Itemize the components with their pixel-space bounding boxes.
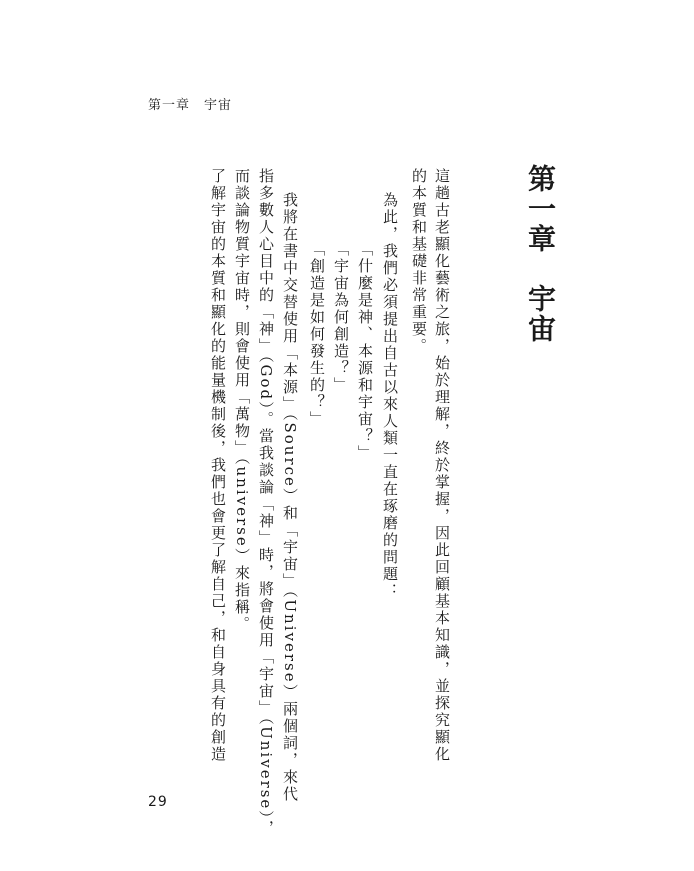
question-line: 「創造是如何發生的？」 (308, 241, 326, 428)
page-number: 29 (148, 794, 168, 810)
running-head: 第一章 宇宙 (148, 98, 233, 113)
question-line: 「什麼是神、本源和宇宙？」 (356, 241, 374, 462)
paragraph-line: 這趟古老顯化藝術之旅，始於理解，終於掌握，因此回顧基本知識，並探究顯化 (433, 168, 451, 763)
paragraph-line: 的本質和基礎非常重要。 (410, 168, 428, 355)
paragraph-line: 我將在書中交替使用「本源」（Source）和「宇宙」（Universe）兩個詞，來代 (281, 192, 299, 803)
paragraph-line: 了解宇宙的本質和顯化的能量機制後，我們也會更了解自己，和自身具有的創造 (209, 168, 227, 763)
paragraph-line: 為此，我們必須提出自古以來人類一直在琢磨的問題： (381, 192, 399, 600)
paragraph-line: 而談論物質宇宙時，則會使用「萬物」（universe）來指稱。 (233, 168, 251, 633)
chapter-title: 第一章 宇宙 (524, 164, 557, 344)
paragraph-line: 指多數人心目中的「神」（God）。當我談論「神」時，將會使用「宇宙」（Universe）， (257, 168, 275, 837)
question-line: 「宇宙為何創造？」 (332, 241, 350, 394)
